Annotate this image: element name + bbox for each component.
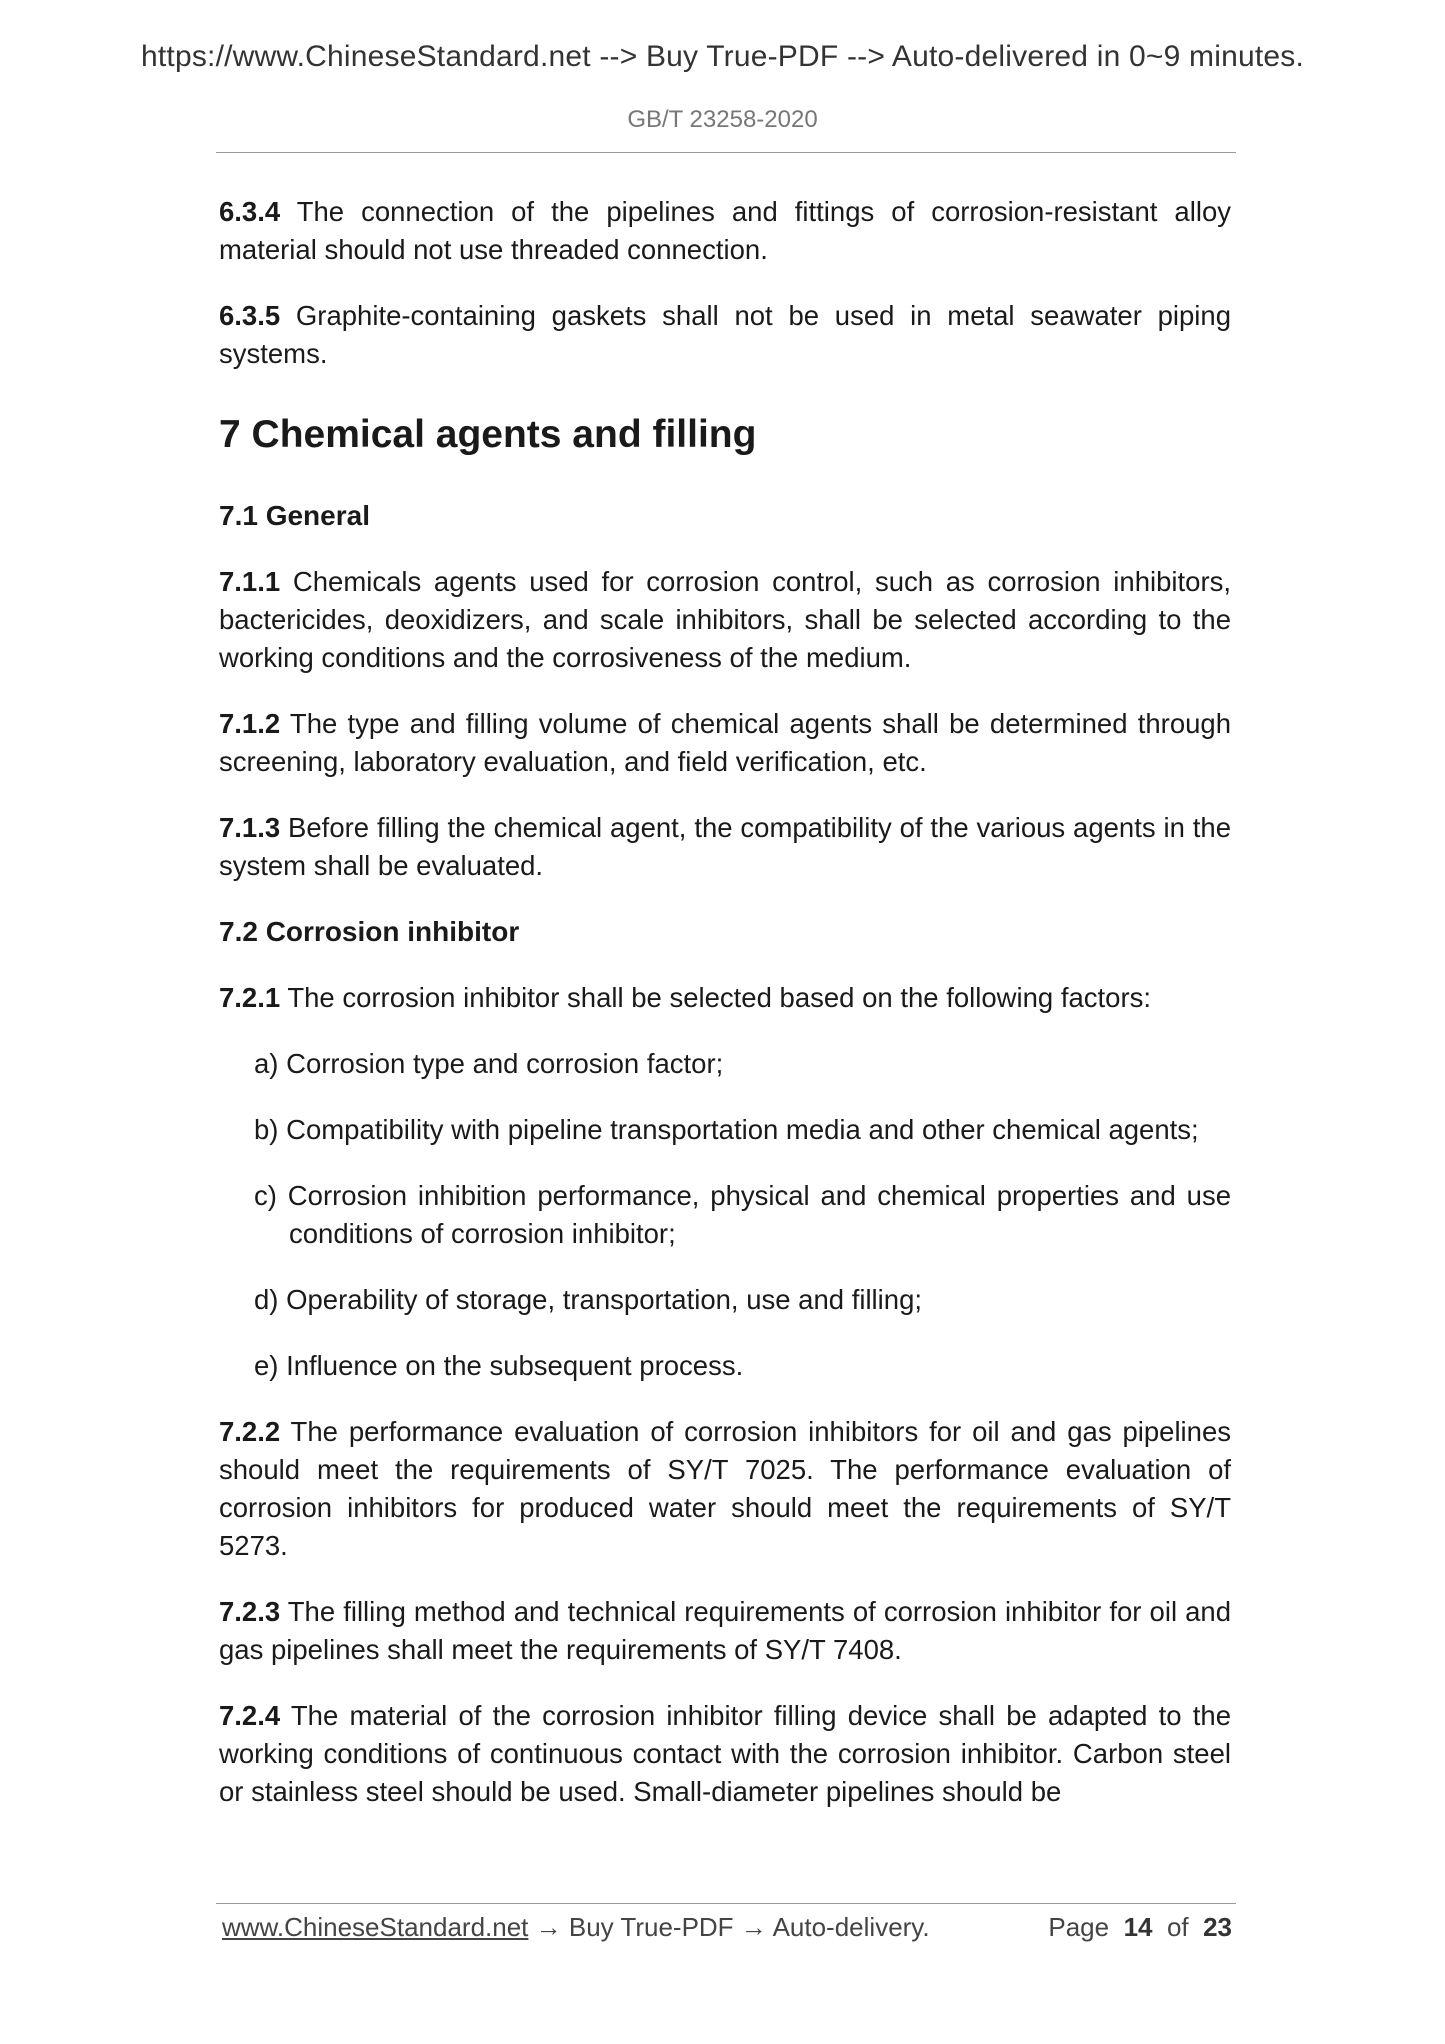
clause-7-1-2 (219, 705, 1231, 781)
clause-number: 7.1.1 (219, 566, 281, 597)
clause-text: The performance evaluation of corrosion inhibitors for oil and gas pipelines should meet the requirements of SY/T 7025. The performance evaluation of corrosion inhibitors for produced water should meet the requirements of SY/T 5273. (219, 1416, 1231, 1561)
clause-number: 7.1.2 (219, 708, 281, 739)
clause-text: Before filling the chemical agent, the compatibility of the various agents in the system shall be evaluated. (219, 812, 1231, 881)
page-body (219, 193, 1231, 1839)
clause-number: 7.2.2 (219, 1416, 281, 1447)
clause-number: 6.3.5 (219, 300, 281, 331)
clause-7-2-2 (219, 1413, 1231, 1565)
clause-6-3-4 (219, 193, 1231, 269)
clause-text: Graphite-containing gaskets shall not be used in metal seawater piping systems. (219, 300, 1231, 369)
clause-text: The material of the corrosion inhibitor filling device shall be adapted to the working conditions of continuous contact with the corrosion inhibitor. Carbon steel or stainless steel should be used. Small-diameter pipelines should be (219, 1700, 1231, 1807)
list-item-c: c) Corrosion inhibition performance, physical and chemical properties and use conditions of corrosion inhibitor; (254, 1180, 1231, 1249)
clause-text: The filling method and technical requirements of corrosion inhibitor for oil and gas pipelines shall meet the requirements of SY/T 7408. (219, 1596, 1231, 1665)
clause-7-2-1 (219, 979, 1231, 1017)
page-total: 23 (1203, 1912, 1232, 1942)
clause-7-1-1 (219, 563, 1231, 677)
footer-tagline: → Buy True-PDF → Auto-delivery. (528, 1912, 930, 1942)
page-label: Page (1048, 1912, 1110, 1942)
footer-divider (216, 1903, 1236, 1904)
clause-7-2-3 (219, 1593, 1231, 1669)
clause-7-1-3 (219, 809, 1231, 885)
section-7-2-heading: 7.2 Corrosion inhibitor (219, 916, 520, 947)
clause-text: The connection of the pipelines and fittings of corrosion-resistant alloy material should not use threaded connection. (219, 196, 1231, 265)
clause-number: 7.1.3 (219, 812, 281, 843)
clause-6-3-5 (219, 297, 1231, 373)
clause-number: 7.2.4 (219, 1700, 281, 1731)
clause-7-2-4 (219, 1697, 1231, 1811)
clause-text: Chemicals agents used for corrosion control, such as corrosion inhibitors, bactericides, deoxidizers, and scale inhibitors, shall be selected according to the working conditions and the corrosiveness of the medium. (219, 566, 1231, 673)
list-item-a: a) Corrosion type and corrosion factor; (254, 1048, 724, 1079)
clause-text: The corrosion inhibitor shall be selected based on the following factors: (280, 982, 1152, 1013)
header-divider (216, 152, 1236, 153)
standard-code: GB/T 23258-2020 (627, 106, 818, 133)
top-banner: https://www.ChineseStandard.net --> Buy True-PDF --> Auto-delivered in 0~9 minutes. (141, 40, 1304, 73)
clause-number: 7.2.1 (219, 982, 281, 1013)
section-7-heading: 7 Chemical agents and filling (219, 413, 757, 456)
clause-number: 6.3.4 (219, 196, 281, 227)
footer-site-link[interactable]: www.ChineseStandard.net (222, 1912, 529, 1942)
section-7-1-heading: 7.1 General (219, 500, 370, 531)
clause-number: 7.2.3 (219, 1596, 281, 1627)
page-number (1048, 1912, 1232, 1943)
footer-promo (222, 1912, 930, 1943)
list-item-e: e) Influence on the subsequent process. (254, 1350, 744, 1381)
page-of-label: of (1166, 1912, 1189, 1942)
list-item-b: b) Compatibility with pipeline transportation media and other chemical agents; (254, 1114, 1199, 1145)
page-current: 14 (1123, 1912, 1153, 1942)
clause-text: The type and filling volume of chemical agents shall be determined through screening, laboratory evaluation, and field verification, etc. (219, 708, 1231, 777)
list-item-d: d) Operability of storage, transportation, use and filling; (254, 1284, 923, 1315)
